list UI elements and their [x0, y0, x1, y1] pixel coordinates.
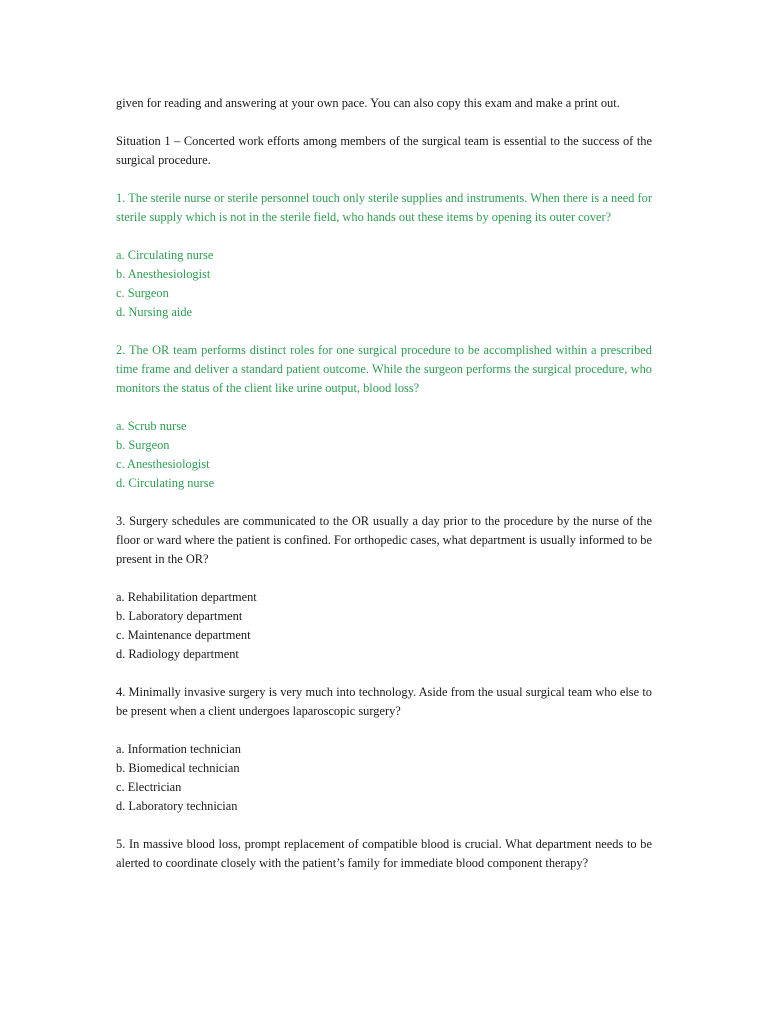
question-5-text: 5. In massive blood loss, prompt replacement of compatible blood is crucial. What department needs to be alerted to coordinate closely with the patient’s family for immediate blood component therapy?	[116, 837, 652, 870]
document-page	[116, 94, 652, 873]
option-2a: a. Scrub nurse	[116, 419, 187, 433]
option-3c: c. Maintenance department	[116, 628, 251, 642]
option-4d: d. Laboratory technician	[116, 799, 238, 813]
option-2c: c. Anesthesiologist	[116, 457, 210, 471]
option-2b: b. Surgeon	[116, 438, 170, 452]
question-3-text: 3. Surgery schedules are communicated to the OR usually a day prior to the procedure by the nurse of the floor or ward where the patient is confined. For orthopedic cases, what department is usually informed to be present in the OR?	[116, 514, 652, 566]
option-3d: d. Radiology department	[116, 647, 239, 661]
option-2d: d. Circulating nurse	[116, 476, 215, 490]
question-4-options	[116, 740, 652, 816]
option-1b: b. Anesthesiologist	[116, 267, 211, 281]
option-3b: b. Laboratory department	[116, 609, 243, 623]
question-2	[116, 341, 652, 493]
option-1a: a. Circulating nurse	[116, 248, 214, 262]
question-1	[116, 189, 652, 322]
question-3	[116, 512, 652, 664]
question-5	[116, 835, 652, 873]
option-3a: a. Rehabilitation department	[116, 590, 257, 604]
intro-paragraph: given for reading and answering at your own pace. You can also copy this exam and make a print out.	[116, 96, 620, 110]
option-4b: b. Biomedical technician	[116, 761, 240, 775]
option-1d: d. Nursing aide	[116, 305, 193, 319]
situation-paragraph: Situation 1 – Concerted work efforts among members of the surgical team is essential to the success of the surgical procedure.	[116, 134, 652, 167]
question-1-text: 1. The sterile nurse or sterile personnel touch only sterile supplies and instruments. When there is a need for sterile supply which is not in the sterile field, who hands out these items by opening its outer cover?	[116, 191, 652, 224]
question-4-text: 4. Minimally invasive surgery is very much into technology. Aside from the usual surgical team who else to be present when a client undergoes laparoscopic surgery?	[116, 685, 652, 718]
question-2-options	[116, 417, 652, 493]
option-4c: c. Electrician	[116, 780, 182, 794]
option-1c: c. Surgeon	[116, 286, 169, 300]
option-4a: a. Information technician	[116, 742, 241, 756]
question-1-options	[116, 246, 652, 322]
question-4	[116, 683, 652, 816]
question-3-options	[116, 588, 652, 664]
question-2-text: 2. The OR team performs distinct roles for one surgical procedure to be accomplished within a prescribed time frame and deliver a standard patient outcome. While the surgeon performs the surgical procedure, who monitors the status of the client like urine output, blood loss?	[116, 343, 652, 395]
